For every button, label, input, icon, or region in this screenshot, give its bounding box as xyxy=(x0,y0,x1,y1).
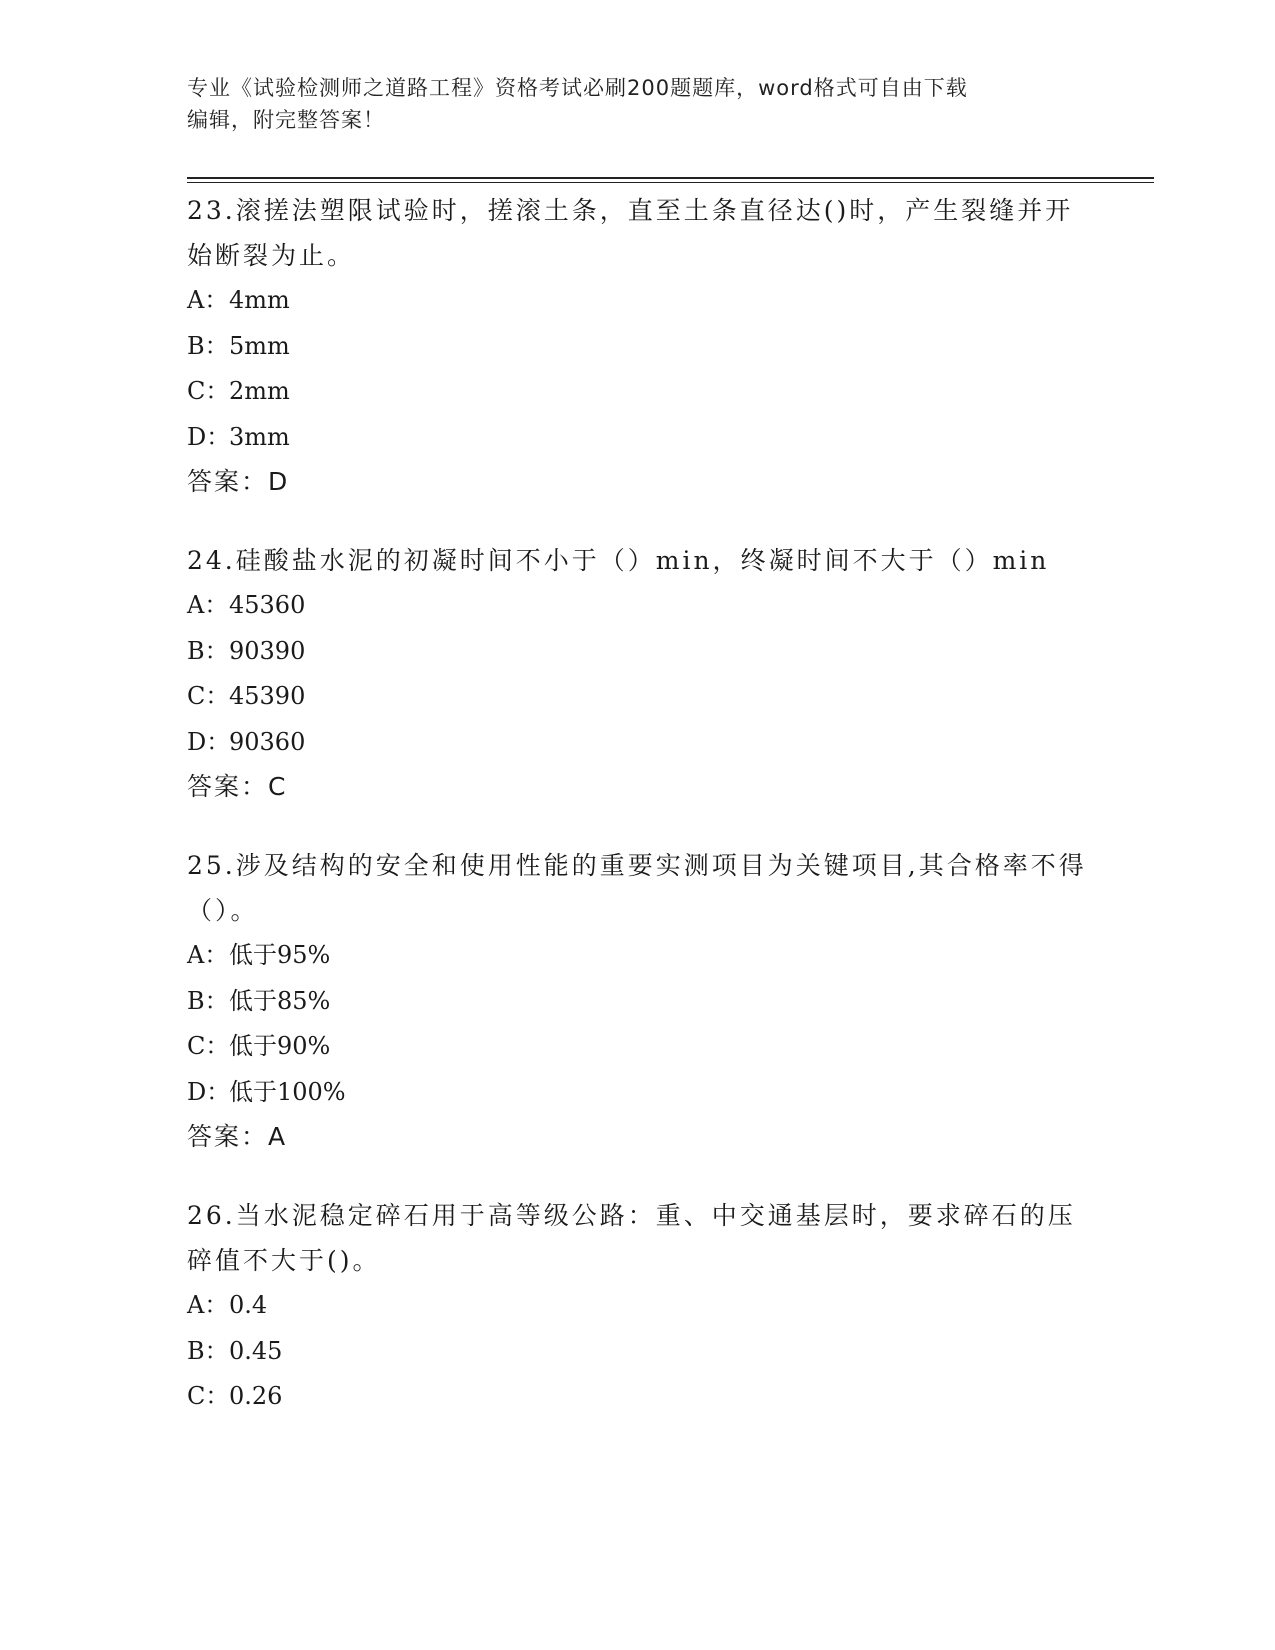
answer-label: 答案： xyxy=(187,772,269,801)
answer-line xyxy=(187,765,1087,809)
option-item xyxy=(187,1024,1087,1070)
option-list xyxy=(187,1283,1087,1420)
option-list xyxy=(187,583,1087,765)
document-header xyxy=(187,72,1087,136)
header-divider-thin xyxy=(187,182,1154,183)
answer-label: 答案： xyxy=(187,1122,269,1151)
option-text: 5mm xyxy=(229,331,290,360)
option-text: 0.45 xyxy=(229,1336,283,1365)
option-text: 2mm xyxy=(229,377,290,405)
option-letter: C： xyxy=(187,1382,230,1410)
option-item xyxy=(187,979,1087,1025)
option-letter: D： xyxy=(187,727,231,756)
option-text: 90390 xyxy=(229,636,306,665)
option-letter: D： xyxy=(187,1077,231,1106)
header-title-line-1: 专业《试验检测师之道路工程》资格考试必刷200题题库，word格式可自由下载 xyxy=(187,76,968,100)
option-item xyxy=(187,629,1087,675)
option-list xyxy=(187,278,1087,460)
option-list xyxy=(187,933,1087,1115)
answer-label: 答案： xyxy=(187,467,269,496)
option-letter: C： xyxy=(187,377,230,405)
answer-value: C xyxy=(268,772,286,801)
option-letter: B： xyxy=(187,986,229,1015)
header-title-line-2: 编辑，附完整答案！ xyxy=(187,108,385,132)
option-text: 低于90% xyxy=(229,1032,331,1060)
option-letter: C： xyxy=(187,1032,230,1060)
option-letter: A： xyxy=(187,1291,229,1319)
option-letter: A： xyxy=(187,941,229,969)
option-text: 90360 xyxy=(229,727,306,756)
option-text: 3mm xyxy=(229,422,290,451)
option-item xyxy=(187,583,1087,629)
option-letter: A： xyxy=(187,286,229,314)
answer-value: D xyxy=(268,467,288,496)
option-letter: B： xyxy=(187,636,229,665)
option-item xyxy=(187,1374,1087,1420)
option-text: 0.4 xyxy=(229,1291,268,1319)
option-text: 45360 xyxy=(229,591,306,619)
header-divider-thick xyxy=(187,177,1154,179)
question-text: 26.当水泥稳定碎石用于高等级公路：重、中交通基层时，要求碎石的压碎值不大于()。 xyxy=(187,1201,1076,1275)
option-text: 低于85% xyxy=(229,986,331,1015)
option-letter: C： xyxy=(187,682,230,710)
option-text: 4mm xyxy=(229,286,290,314)
option-item xyxy=(187,720,1087,766)
option-item xyxy=(187,369,1087,415)
option-letter: B： xyxy=(187,1336,229,1365)
option-text: 45390 xyxy=(229,682,306,710)
option-letter: B： xyxy=(187,331,229,360)
option-text: 低于95% xyxy=(229,941,331,969)
option-text: 0.26 xyxy=(229,1382,283,1410)
option-item xyxy=(187,1283,1087,1329)
option-item xyxy=(187,674,1087,720)
option-item xyxy=(187,933,1087,979)
question-block xyxy=(187,843,1087,1159)
question-text: 25.涉及结构的安全和使用性能的重要实测项目为关键项目,其合格率不得（）。 xyxy=(187,851,1087,925)
question-block xyxy=(187,1193,1087,1420)
option-item xyxy=(187,278,1087,324)
option-letter: D： xyxy=(187,422,231,451)
question-block xyxy=(187,188,1087,504)
option-letter: A： xyxy=(187,591,229,619)
option-item xyxy=(187,324,1087,370)
answer-line xyxy=(187,460,1087,504)
question-text: 23.滚搓法塑限试验时，搓滚土条，直至土条直径达()时，产生裂缝并开始断裂为止。 xyxy=(187,196,1074,270)
option-text: 低于100% xyxy=(229,1077,346,1106)
option-item xyxy=(187,1070,1087,1116)
question-text: 24.硅酸盐水泥的初凝时间不小于（）min，终凝时间不大于（）min xyxy=(187,546,1050,575)
option-item xyxy=(187,415,1087,461)
answer-line xyxy=(187,1115,1087,1159)
option-item xyxy=(187,1329,1087,1375)
question-block xyxy=(187,538,1087,809)
answer-value: A xyxy=(268,1122,286,1151)
